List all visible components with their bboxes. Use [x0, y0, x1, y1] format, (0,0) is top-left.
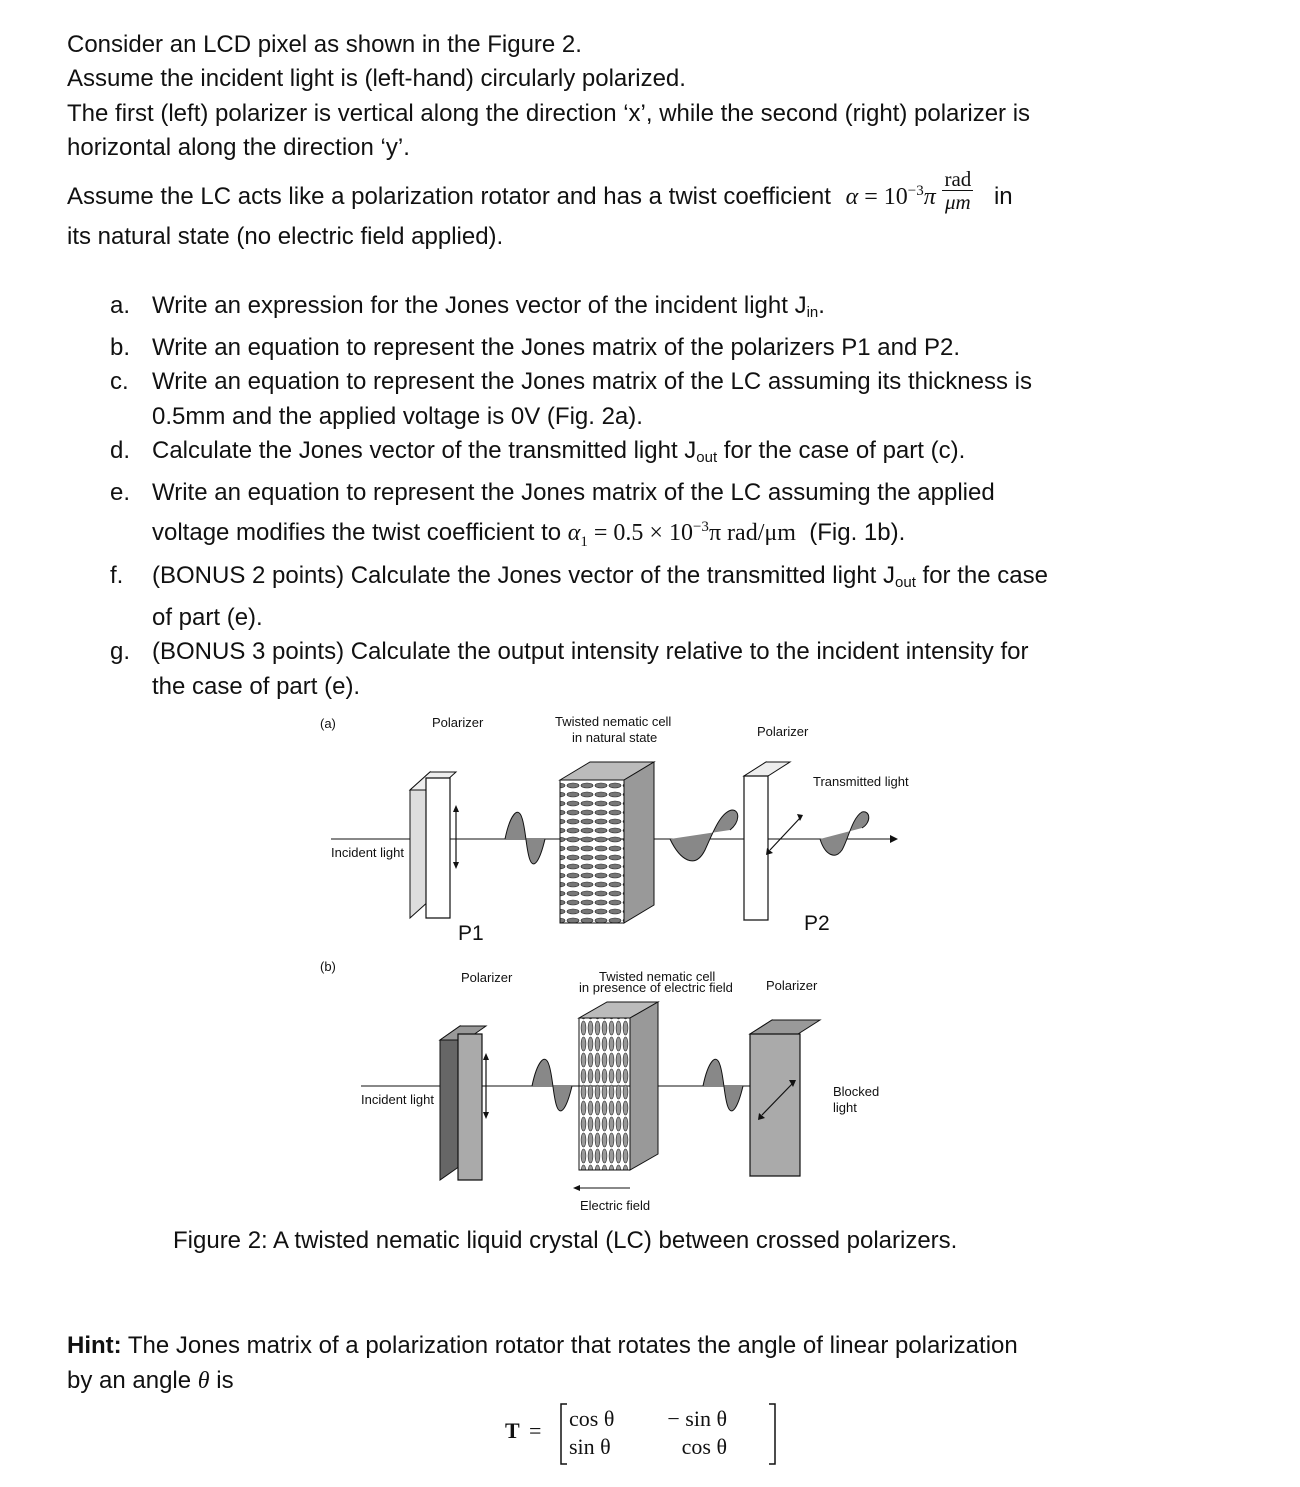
rad-per-um-fraction — [942, 168, 973, 213]
fraction-numerator: rad — [944, 167, 972, 192]
polarizer-b2 — [750, 1020, 820, 1176]
question-label: f. — [110, 562, 124, 590]
question-d — [110, 434, 1230, 476]
intro-line-6: its natural state (no electric field applied). — [67, 223, 504, 250]
question-b — [110, 331, 1230, 366]
question-text-continued: the case of part (e). — [152, 672, 361, 700]
matrix-lhs: T — [505, 1418, 520, 1443]
question-text: Calculate the Jones vector of the transmitted light J — [152, 437, 697, 464]
in-word: in — [993, 183, 1013, 210]
question-f — [110, 559, 1230, 635]
panel-b-cell-label-2: in presence of electric field — [579, 980, 733, 995]
question-text-continued: 0.5mm and the applied voltage is 0V (Fig. 2a). — [152, 402, 643, 430]
incident-light-label-a: Incident light — [331, 845, 404, 860]
matrix-a12: − sin θ — [667, 1406, 727, 1431]
alpha1-subscript: 1 — [580, 533, 588, 550]
question-list — [110, 289, 1230, 704]
panel-a-polarizer2-label: Polarizer — [757, 724, 809, 739]
question-label: g. — [110, 638, 131, 666]
incident-light-label-b: Incident light — [361, 1092, 434, 1107]
theta-symbol: θ — [197, 1368, 210, 1394]
wave-vertical-a — [505, 812, 545, 864]
fraction-denominator: μm — [945, 190, 971, 215]
question-text-end: (Fig. 1b). — [795, 519, 906, 546]
alpha-pi: π — [923, 184, 936, 210]
p1-label: P1 — [458, 922, 484, 945]
intro-line-4: horizontal along the direction ‘y’. — [67, 134, 410, 161]
question-text-continued: voltage modifies the twist coefficient to — [152, 519, 568, 546]
question-g — [110, 635, 1230, 704]
wave-transmitted — [820, 812, 869, 855]
question-label: a. — [110, 292, 131, 319]
subscript-out: out — [696, 449, 718, 466]
lc-cell-natural — [560, 762, 654, 923]
question-label: d. — [110, 437, 131, 464]
alpha1-exponent: −3 — [692, 519, 709, 535]
question-text-continued: of part (e). — [152, 603, 263, 631]
electric-field-label: Electric field — [580, 1198, 651, 1213]
blocked-light-label-2: light — [833, 1100, 857, 1115]
panel-a-cell-label-2: in natural state — [572, 730, 658, 745]
hint-text: The Jones matrix of a polarization rotator that rotates the angle of linear polarization — [121, 1332, 1018, 1359]
question-text: Write an expression for the Jones vector of the incident light J — [152, 292, 807, 319]
question-text: (BONUS 3 points) Calculate the output intensity relative to the incident intensity for — [152, 638, 1029, 666]
question-text-end: . — [818, 292, 825, 319]
lc-cell-field — [579, 1002, 658, 1170]
arrowhead-icon — [890, 835, 898, 843]
subscript-in: in — [806, 304, 819, 321]
hint-line2-post: is — [209, 1367, 234, 1394]
question-a — [110, 289, 1230, 331]
intro-line-5 — [67, 167, 1013, 215]
intro-line-3: The first (left) polarizer is vertical along the direction ‘x’, while the second (right) polarizer is — [67, 100, 1031, 127]
p2-label: P2 — [804, 912, 830, 935]
panel-b-cell-label-1: Twisted nematic cell — [599, 969, 716, 984]
alpha-symbol: α — [845, 184, 859, 210]
intro-line-2: Assume the incident light is (left-hand) circularly polarized. — [67, 65, 686, 92]
question-text: Write an equation to represent the Jones matrix of the LC assuming the applied — [152, 478, 995, 506]
hint-bold-label: Hint: — [67, 1332, 122, 1359]
question-label: c. — [110, 368, 129, 395]
alpha1-value: = 0.5 × 10 — [587, 520, 693, 546]
lcd-figure — [300, 700, 1000, 1220]
alpha1-units: π rad/μm — [708, 520, 796, 546]
matrix-a22: cos θ — [681, 1434, 727, 1459]
matrix-equals: = — [529, 1418, 542, 1443]
question-e — [110, 476, 1230, 560]
question-text: Write an equation to represent the Jones matrix of the LC assuming its thickness is — [152, 368, 1032, 395]
panel-a-cell-label-1: Twisted nematic cell — [555, 714, 672, 729]
hint-line2-pre: by an angle — [67, 1367, 198, 1394]
hint-block — [67, 1328, 1187, 1399]
blocked-light-label-1: Blocked — [833, 1084, 880, 1099]
polarizer-b1 — [440, 1026, 489, 1180]
question-text: Write an equation to represent the Jones matrix of the polarizers P1 and P2. — [152, 333, 961, 361]
polarizer-p2 — [744, 762, 803, 920]
wave-vertical-b — [532, 1059, 572, 1111]
alpha-exponent: −3 — [907, 183, 924, 199]
matrix-a11: cos θ — [569, 1406, 615, 1431]
question-label: e. — [110, 478, 131, 506]
question-label: b. — [110, 333, 131, 361]
alpha-equals: = 10 — [858, 184, 908, 210]
panel-b-tag: (b) — [320, 959, 336, 974]
twist-text: Assume the LC acts like a polarization rotator and has a twist coefficient — [67, 183, 831, 210]
figure-caption: Figure 2: A twisted nematic liquid crystal (LC) between crossed polarizers. — [173, 1227, 958, 1254]
alpha1-symbol: α — [567, 520, 581, 546]
polarizer-p1 — [410, 741, 459, 918]
panel-a-tag: (a) — [320, 716, 336, 731]
intro-line-1: Consider an LCD pixel as shown in the Figure 2. — [67, 31, 582, 58]
wave-rotating-a — [670, 810, 738, 861]
question-text-end: for the case — [915, 562, 1048, 590]
wave-vertical-b2 — [703, 1059, 743, 1111]
panel-b-polarizer1-label: Polarizer — [461, 970, 513, 985]
matrix-a21: sin θ — [569, 1434, 611, 1459]
question-text: (BONUS 2 points) Calculate the Jones vector of the transmitted light J — [152, 562, 896, 590]
subscript-out: out — [895, 574, 916, 592]
question-text-end: for the case of part (c). — [717, 437, 966, 464]
question-c — [110, 365, 1230, 434]
transmitted-light-label: Transmitted light — [813, 774, 909, 789]
panel-b-polarizer2-label: Polarizer — [766, 978, 818, 993]
panel-a-polarizer1-label: Polarizer — [432, 715, 484, 730]
arrowhead-icon — [573, 1185, 580, 1191]
